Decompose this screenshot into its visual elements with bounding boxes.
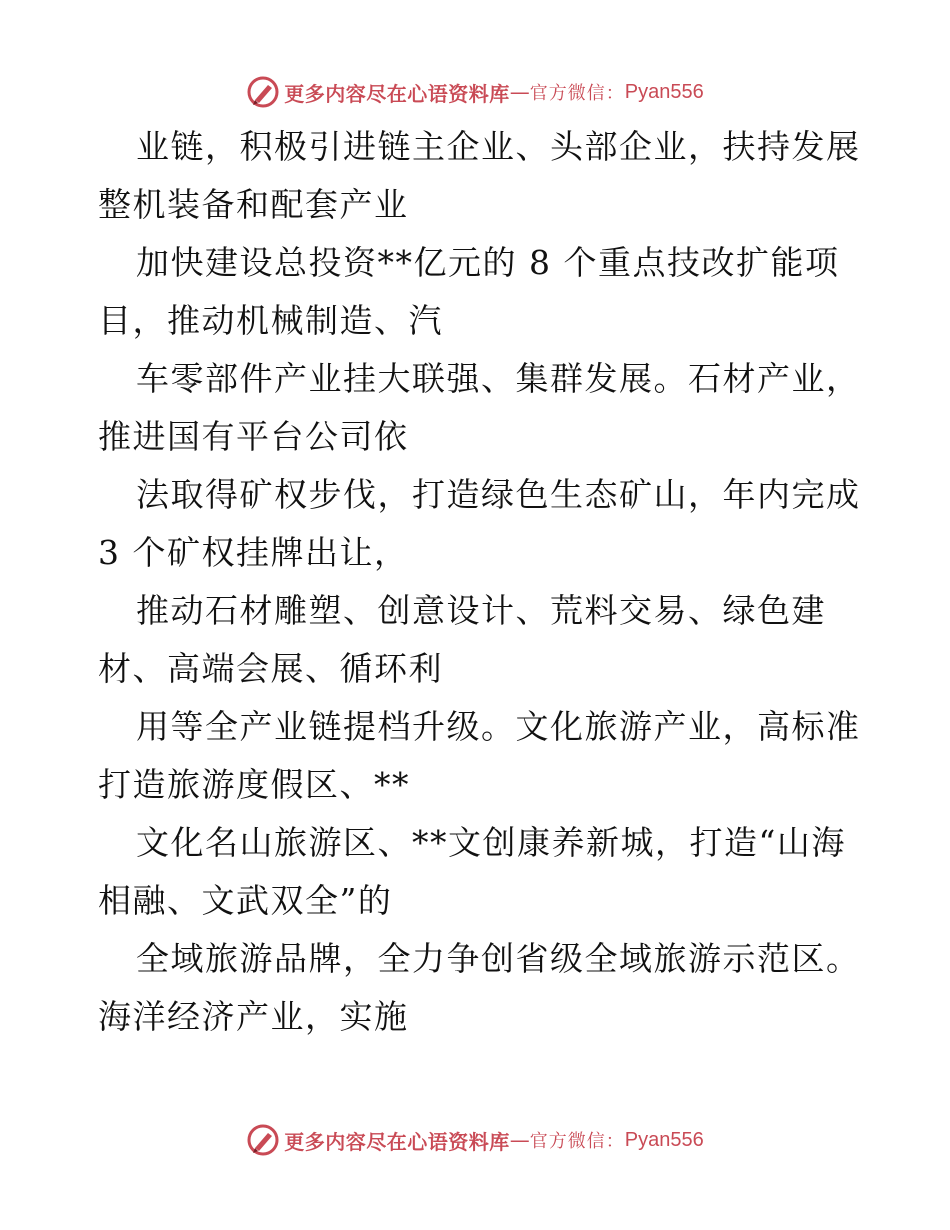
body-line-16: 海洋经济产业，实施 [98, 997, 409, 1036]
body-line-8: 3 个矿权挂牌出让， [98, 533, 409, 572]
header-wechat-id: Pyan556 [624, 80, 704, 103]
footer-separator: — [509, 1128, 530, 1152]
body-line-2: 整机装备和配套产业 [98, 185, 409, 224]
pen-logo-icon [246, 1123, 280, 1157]
footer-banner [0, 1120, 950, 1160]
pen-logo-icon [246, 75, 280, 109]
body-line-7: 法取得矿权步伐，打造绿色生态矿山，年内完成 [136, 475, 861, 514]
body-line-13: 文化名山旅游区、**文创康养新城，打造“山海 [136, 823, 846, 862]
footer-official-label: 官方微信： [529, 1131, 625, 1152]
header-official-label: 官方微信： [529, 83, 625, 104]
header-banner [0, 72, 950, 112]
body-line-14: 相融、文武双全”的 [98, 881, 393, 920]
body-line-11: 用等全产业链提档升级。文化旅游产业，高标准 [136, 707, 861, 746]
body-line-6: 推进国有平台公司依 [98, 417, 409, 456]
body-line-12: 打造旅游度假区、** [98, 765, 410, 804]
body-line-4: 目，推动机械制造、汽 [98, 301, 443, 340]
footer-site-text: 更多内容尽在心语资料库 [284, 1129, 510, 1154]
header-separator: — [509, 80, 530, 104]
body-line-3: 加快建设总投资**亿元的 8 个重点技改扩能项 [136, 243, 840, 282]
body-line-1: 业链，积极引进链主企业、头部企业，扶持发展 [136, 127, 861, 166]
document-body [98, 118, 861, 1046]
header-site-text: 更多内容尽在心语资料库 [284, 81, 510, 106]
body-line-10: 材、高端会展、循环利 [98, 649, 443, 688]
body-line-9: 推动石材雕塑、创意设计、荒料交易、绿色建 [136, 591, 826, 630]
body-line-15: 全域旅游品牌，全力争创省级全域旅游示范区。 [136, 939, 861, 978]
footer-wechat-id: Pyan556 [624, 1128, 704, 1151]
body-line-5: 车零部件产业挂大联强、集群发展。石材产业， [136, 359, 861, 398]
